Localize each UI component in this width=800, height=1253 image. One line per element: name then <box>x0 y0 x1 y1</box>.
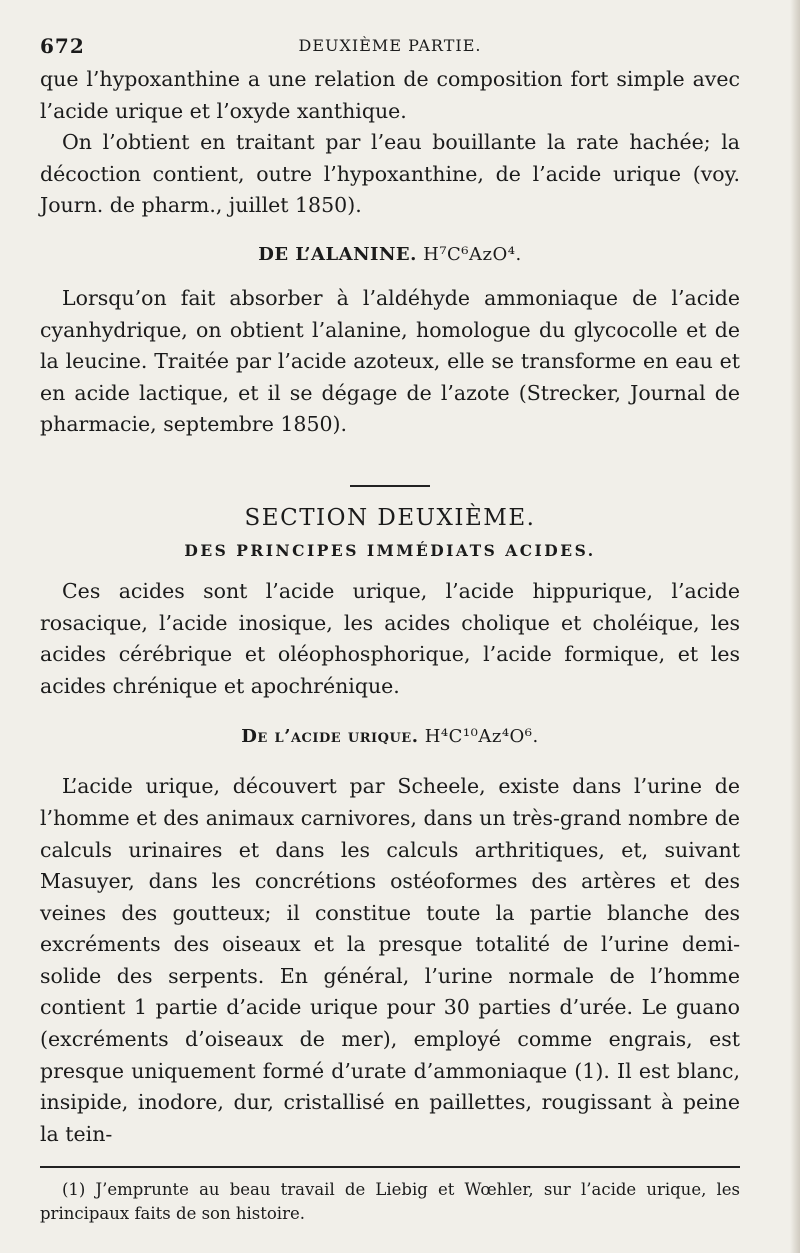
alanine-heading-name: DE L’ALANINE. <box>258 243 417 265</box>
footnote: (1) J’emprunte au beau travail de Liebig et Wœhler, sur l’acide urique, les principaux faits de son histoire. <box>40 1180 740 1224</box>
urique-heading <box>40 726 740 747</box>
paragraph-urique: L’acide urique, découvert par Scheele, existe dans l’urine de l’homme et des animaux carnivores, dans un très-grand nombre de calculs urinaires et dans les calculs arthritiques, et, suivant Masuyer, dans les concrétions ostéoformes des artères et des veines des goutteux; il constitue toute la partie blanche des excréments des oiseaux et la presque totalité de l’urine demi-solide des serpents. En général, l’urine normale de l’homme contient 1 partie d’acide urique pour 30 parties d’urée. Le guano (excréments d’oiseaux de mer), employé comme engrais, est presque uniquement formé d’urate d’ammoniaque (1). Il est blanc, insipide, inodore, dur, cristallisé en paillettes, rougissant à peine la tein- <box>40 774 740 1146</box>
section-title: SECTION DEUXIÈME. <box>244 504 536 531</box>
alanine-formula: H⁷C⁶AzO⁴. <box>423 243 522 265</box>
alanine-heading <box>40 244 740 265</box>
page-edge-shadow <box>790 0 800 1253</box>
urique-formula: H⁴C¹⁰Az⁴O⁶. <box>424 726 539 748</box>
running-header <box>40 30 740 64</box>
urique-heading-name: De l’acide urique. <box>241 726 419 748</box>
paragraph-alanine: Lorsqu’on fait absorber à l’aldéhyde ammoniaque de l’acide cyanhydrique, on obtient l’alanine, homologue du glycocolle et de la leucine. Traitée par l’acide azoteux, elle se transforme en eau et en acide lactique, et il se dégage de l’azote (Strecker, Journal de pharmacie, septembre 1850). <box>40 285 740 437</box>
section-divider <box>350 485 430 487</box>
running-title: DEUXIÈME PARTIE. <box>298 36 482 55</box>
page-number: 672 <box>40 34 85 58</box>
section-subtitle: DES PRINCIPES IMMÉDIATS ACIDES. <box>184 540 596 560</box>
footnote-divider <box>40 1166 740 1168</box>
paragraph-acides: Ces acides sont l’acide urique, l’acide hippurique, l’acide rosacique, l’acide inosique, les acides cholique et choléique, les acides cérébrique et oléophosphorique, l’acide formique, et les acides chrénique et apochrénique. <box>40 578 740 698</box>
book-page <box>40 30 740 1226</box>
paragraph-intro: que l’hypoxanthine a une relation de composition fort simple avec l’acide urique et l’oxyde xanthique. <box>40 67 740 123</box>
paragraph-obtain: On l’obtient en traitant par l’eau bouillante la rate hachée; la décoction contient, outre l’hypoxanthine, de l’acide urique (voy. Journ. de pharm., juillet 1850). <box>40 130 740 218</box>
